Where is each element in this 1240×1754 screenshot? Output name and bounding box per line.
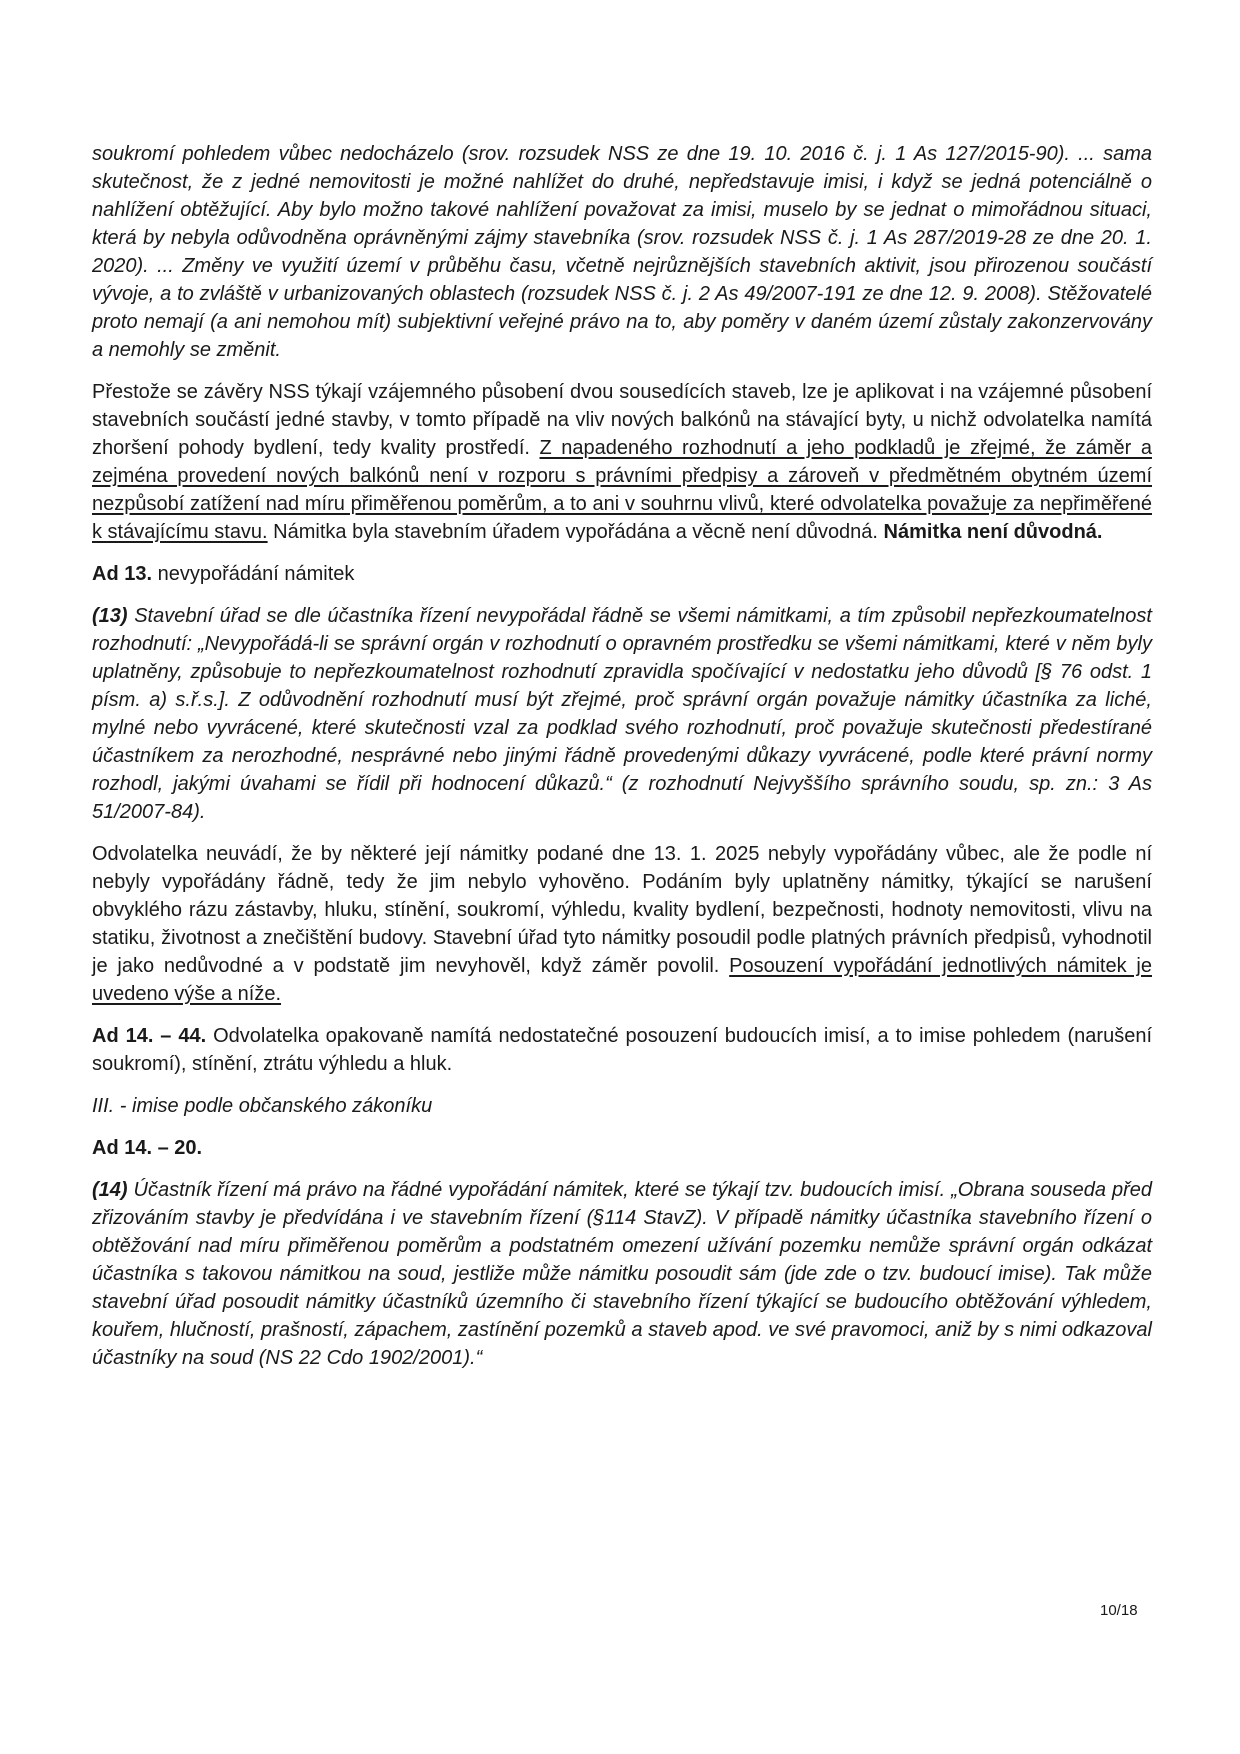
heading-ad-13	[92, 560, 1152, 588]
paragraph-balconies	[92, 378, 1152, 546]
objection-verdict: Námitka není důvodná.	[883, 521, 1103, 543]
paragraph-14-number: (14)	[92, 1179, 128, 1201]
heading-ad-14-44-text: Odvolatelka opakovaně namítá nedostatečné posouzení budoucích imisí, a to imise pohledem (narušení soukromí), stínění, ztrátu výhledu a hluk.	[92, 1025, 1152, 1075]
paragraph-objections-underlined: Posouzení vypořádání jednotlivých námitek je uvedeno výše a níže.	[92, 955, 1152, 1005]
paragraph-objections-summary	[92, 840, 1152, 1008]
heading-section-iii: III. - imise podle občanského zákoníku	[92, 1095, 433, 1117]
paragraph-13	[92, 602, 1152, 826]
heading-ad-14-20: Ad 14. – 20.	[92, 1137, 203, 1159]
heading-ad-14-44-label: Ad 14. – 44.	[92, 1025, 207, 1047]
paragraph-objections-text: Odvolatelka neuvádí, že by některé její námitky podané dne 13. 1. 2025 nebyly vypořádány vůbec, ale že podle ní nebyly vypořádány řádně, tedy že jim nebylo vyhověno. Podáním byly uplatněny námitky, týkající se narušení obvyklého rázu zástavby, hluku, stínění, soukromí, výhledu, kvality bydlení, bezpečnosti, hodnoty nemovitosti, vlivu na statiku, životnost a znečištění budovy. Stavební úřad tyto námitky posoudil podle platných právních předpisů, vyhodnotil je jako nedůvodné a v podstatě jim nevyhověl, když záměr povolil.	[92, 843, 1152, 977]
paragraph-14-text: Účastník řízení má právo na řádné vypořádání námitek, které se týkají tzv. budoucích imisí. „Obrana souseda před zřizováním stavby je předvídána i ve stavebním řízení (§114 StavZ). V případě námitky účastníka stavebního řízení o obtěžování nad míru přiměřenou poměrům a podstatném omezení užívání pozemku nemůže správní orgán odkázat účastníka s takovou námitkou na soud, jestliže může námitku posoudit sám (jde zde o tzv. budoucí imise). Tak může stavební úřad posoudit námitky účastníků územního či stavebního řízení týkající se budoucího obtěžování výhledem, kouřem, hlučností, prašností, zápachem, zastínění pozemků a staveb apod. ve své pravomoci, aniž by s nimi odkazoval účastníky na soud (NS 22 Cdo 1902/2001).“	[92, 1179, 1152, 1369]
heading-ad-14-44	[92, 1022, 1152, 1078]
paragraph-13-text: Stavební úřad se dle účastníka řízení nevypořádal řádně se všemi námitkami, a tím způsobil nepřezkoumatelnost rozhodnutí: „Nevypořádá-li se správní orgán v rozhodnutí o opravném prostředku se všemi námitkami, které v něm byly uplatněny, způsobuje to nepřezkoumatelnost rozhodnutí zpravidla spočívající v nedostatku jeho důvodů [§ 76 odst. 1 písm. a) s.ř.s.]. Z odůvodnění rozhodnutí musí být zřejmé, proč správní orgán považuje námitky účastníka za liché, mylné nebo vyvrácené, které skutečnosti vzal za podklad svého rozhodnutí, proč považuje skutečnosti předestírané účastníkem za nerozhodné, nesprávné nebo jinými řádně provedenými důkazy vyvrácené, podle které právní normy rozhodl, jakými úvahami se řídil při hodnocení důkazů.“ (z rozhodnutí Nejvyššího správního soudu, sp. zn.: 3 As 51/2007-84).	[92, 605, 1152, 823]
paragraph-14	[92, 1176, 1152, 1372]
paragraph-balconies-tail: Námitka byla stavebním úřadem vypořádána a věcně není důvodná.	[267, 521, 884, 543]
paragraph-nss-quote: soukromí pohledem vůbec nedocházelo (srov. rozsudek NSS ze dne 19. 10. 2016 č. j. 1 As 127/2015-90). ... sama skutečnost, že z jedné nemovitosti je možné nahlížet do druhé, nepředstavuje imisi, i když se jedná potenciálně o nahlížení obtěžující. Aby bylo možno takové nahlížení považovat za imisi, muselo by se jednat o mimořádnou situaci, která by nebyla odůvodněna oprávněnými zájmy stavebníka (srov. rozsudek NSS č. j. 1 As 287/2019-28 ze dne 20. 1. 2020). ... Změny ve využití území v průběhu času, včetně nejrůznějších stavebních aktivit, jsou přirozenou součástí vývoje, a to zvláště v urbanizovaných oblastech (rozsudek NSS č. j. 2 As 49/2007-191 ze dne 12. 9. 2008). Stěžovatelé proto nemají (a ani nemohou mít) subjektivní veřejné právo na to, aby poměry v daném území zůstaly zakonzervovány a nemohly se změnit.	[92, 143, 1152, 361]
paragraph-balconies-intro: Přestože se závěry NSS týkají vzájemného působení dvou sousedících staveb, lze je aplikovat i na vzájemné působení stavebních součástí jedné stavby, v tomto případě na vliv nových balkónů na stávající byty, u nichž odvolatelka namítá zhoršení pohody bydlení, tedy kvality prostředí.	[92, 381, 1152, 459]
paragraph-balconies-underlined: Z napadeného rozhodnutí a jeho podkladů je zřejmé, že záměr a zejména provedení nových balkónů není v rozporu s právními předpisy a zároveň v předmětném obytném území nezpůsobí zatížení nad míru přiměřenou poměrům, a to ani v souhrnu vlivů, které odvolatelka považuje za nepřiměřené k stávajícímu stavu.	[92, 437, 1152, 543]
document-page	[92, 140, 1152, 1386]
heading-ad-13-text: nevypořádání námitek	[152, 563, 355, 585]
paragraph-13-number: (13)	[92, 605, 128, 627]
page-number: 10/18	[1100, 1602, 1138, 1619]
heading-ad-13-label: Ad 13.	[92, 563, 153, 585]
